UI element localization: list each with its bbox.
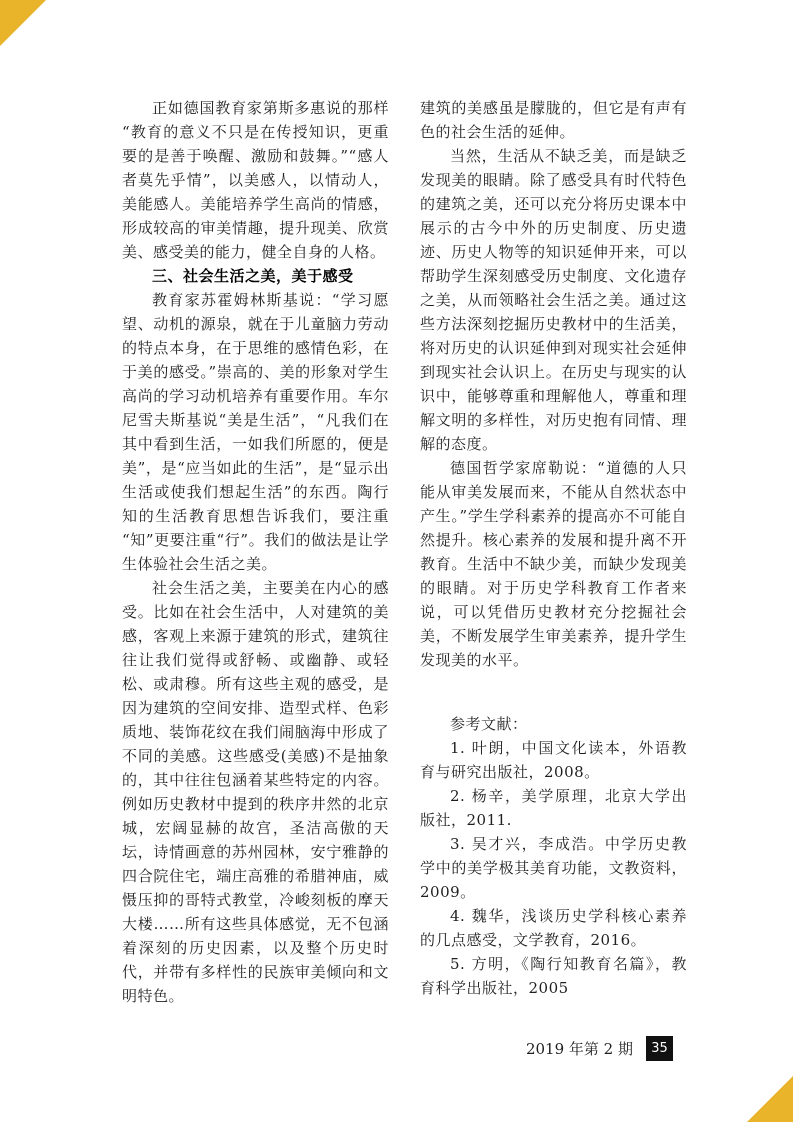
reference-item: 2. 杨辛，美学原理，北京大学出版社，2011. <box>420 787 687 829</box>
reference-item: 3. 吴才兴，李成浩。中学历史教学中的美学极其美育功能，文教资料，2009。 <box>420 835 687 901</box>
corner-accent-bottom-right <box>747 1076 793 1122</box>
references-heading: 参考文献： <box>450 715 528 733</box>
section-heading: 三、社会生活之美，美于感受 <box>152 267 354 285</box>
body-paragraph: 正如德国教育家第斯多惠说的那样“教育的意义不只是在传授知识，更重要的是善于唤醒、激励和鼓舞。”“感人者莫先乎情”，以美感人，以情动人，美能感人。美能培养学生高尚的情感，形成较高的审美情趣，提升现美、欣赏美、感受美的能力，健全自身的人格。 <box>122 99 389 261</box>
body-paragraph: 建筑的美感虽是朦胧的，但它是有声有色的社会生活的延伸。 <box>420 99 687 141</box>
body-paragraph: 社会生活之美，主要美在内心的感受。比如在社会生活中，人对建筑的美感，客观上来源于建筑的形式，建筑往往让我们觉得或舒畅、或幽静、或轻松、或肃穆。所有这些主观的感受，是因为建筑的空间安排、造型式样、色彩质地、装饰花纹在我们闹脑海中形成了不同的美感。这些感受(美感)不是抽象的，其中往往包涵着某些特定的内容。例如历史教材中提到的秩序井然的北京城，宏阔显赫的故宫，圣洁高傲的天坛，诗情画意的苏州园林，安宁雅静的四合院住宅，端庄高雅的希腊神庙，威慑压抑的哥特式教堂，冷峻刻板的摩天大楼……所有这些具体感觉，无不包涵着深刻的历史因素，以及整个历史时代，并带有多样性的民族审美倾向和文明特色。 <box>122 579 389 1005</box>
body-paragraph: 教育家苏霍姆林斯基说：“学习愿望、动机的源泉，就在于儿童脑力劳动的特点本身，在于思维的感情色彩，在于美的感受。”崇高的、美的形象对学生高尚的学习动机培养有重要作用。车尔尼雪夫斯基说“美是生活”，“凡我们在其中看到生活，一如我们所愿的，便是美”，是“应当如此的生活”，是“显示出生活或使我们想起生活”的东西。陶行知的生活教育思想告诉我们，要注重“知”更要注重“行”。我们的做法是让学生体验社会生活之美。 <box>122 291 389 573</box>
page-number-badge: 35 <box>646 1036 673 1061</box>
reference-item: 1. 叶朗，中国文化读本，外语教育与研究出版社，2008。 <box>420 739 687 781</box>
references-section <box>420 712 687 1000</box>
left-column <box>122 96 389 1008</box>
corner-accent-top-left <box>0 0 46 46</box>
reference-item: 4. 魏华，浅谈历史学科核心素养的几点感受，文学教育，2016。 <box>420 907 687 949</box>
body-paragraph: 当然，生活从不缺乏美，而是缺乏发现美的眼睛。除了感受具有时代特色的建筑之美，还可以充分将历史课本中展示的古今中外的历史制度、历史遗迹、历史人物等的知识延伸开来，可以帮助学生深刻感受历史制度、文化遗存之美，从而领略社会生活之美。通过这些方法深刻挖掘历史教材中的生活美，将对历史的认识延伸到对现实社会延伸到现实社会认识上。在历史与现实的认识中，能够尊重和理解他人，尊重和理解文明的多样性，对历史抱有同情、理解的态度。 <box>420 147 687 453</box>
body-paragraph: 德国哲学家席勒说：“道德的人只能从审美发展而来，不能从自然状态中产生。”学生学科素养的提高亦不可能自然提升。核心素养的发展和提升离不开教育。生活中不缺少美，而缺少发现美的眼睛。对于历史学科教育工作者来说，可以凭借历史教材充分挖掘社会美，不断发展学生审美素养，提升学生发现美的水平。 <box>420 459 687 669</box>
page-footer <box>526 1036 673 1061</box>
reference-item: 5. 方明，《陶行知教育名篇》，教育科学出版社，2005 <box>420 955 687 997</box>
right-column <box>420 96 687 1000</box>
issue-label: 2019 年第 2 期 <box>525 1040 633 1058</box>
